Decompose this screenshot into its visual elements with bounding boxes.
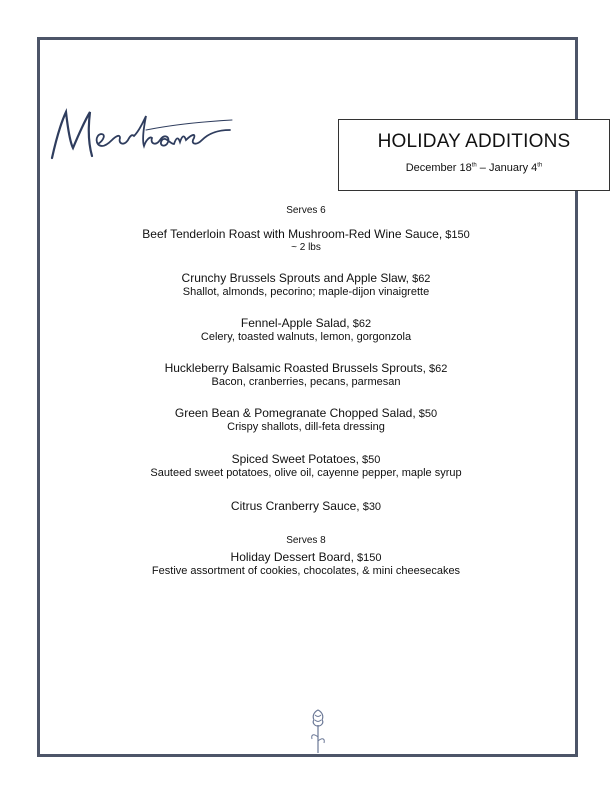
menu-item: Spiced Sweet Potatoes, $50 Sauteed sweet potatoes, olive oil, cayenne pepper, maple syrup <box>150 452 462 479</box>
section-serves-8-label: Serves 8 <box>286 535 326 546</box>
menu-item: Green Bean & Pomegranate Chopped Salad, $50 Crispy shallots, dill-feta dressing <box>174 406 438 433</box>
flower-icon <box>307 707 329 753</box>
menu-item: Crunchy Brussels Sprouts and Apple Slaw, $62 Shallot, almonds, pecorino; maple-dijon vinaigrette <box>181 271 431 298</box>
menu-item: Beef Tenderloin Roast with Mushroom-Red Wine Sauce, $150 ~ 2 lbs <box>142 227 470 253</box>
menu-item: Huckleberry Balsamic Roasted Brussels Sprouts, $62 Bacon, cranberries, pecans, parmesan <box>164 361 448 388</box>
title-box <box>338 119 610 191</box>
date-range: December 18th – January 4th <box>405 162 543 174</box>
menu-item: Citrus Cranberry Sauce, $30 <box>230 499 382 513</box>
meadows-logo <box>46 100 236 170</box>
menu-item: Fennel-Apple Salad, $62 Celery, toasted walnuts, lemon, gorgonzola <box>200 316 412 343</box>
section-serves-6-label: Serves 6 <box>286 205 326 216</box>
page-title: HOLIDAY ADDITIONS <box>377 131 571 152</box>
menu-item: Holiday Dessert Board, $150 Festive assortment of cookies, chocolates, & mini cheesecakes <box>151 550 461 577</box>
